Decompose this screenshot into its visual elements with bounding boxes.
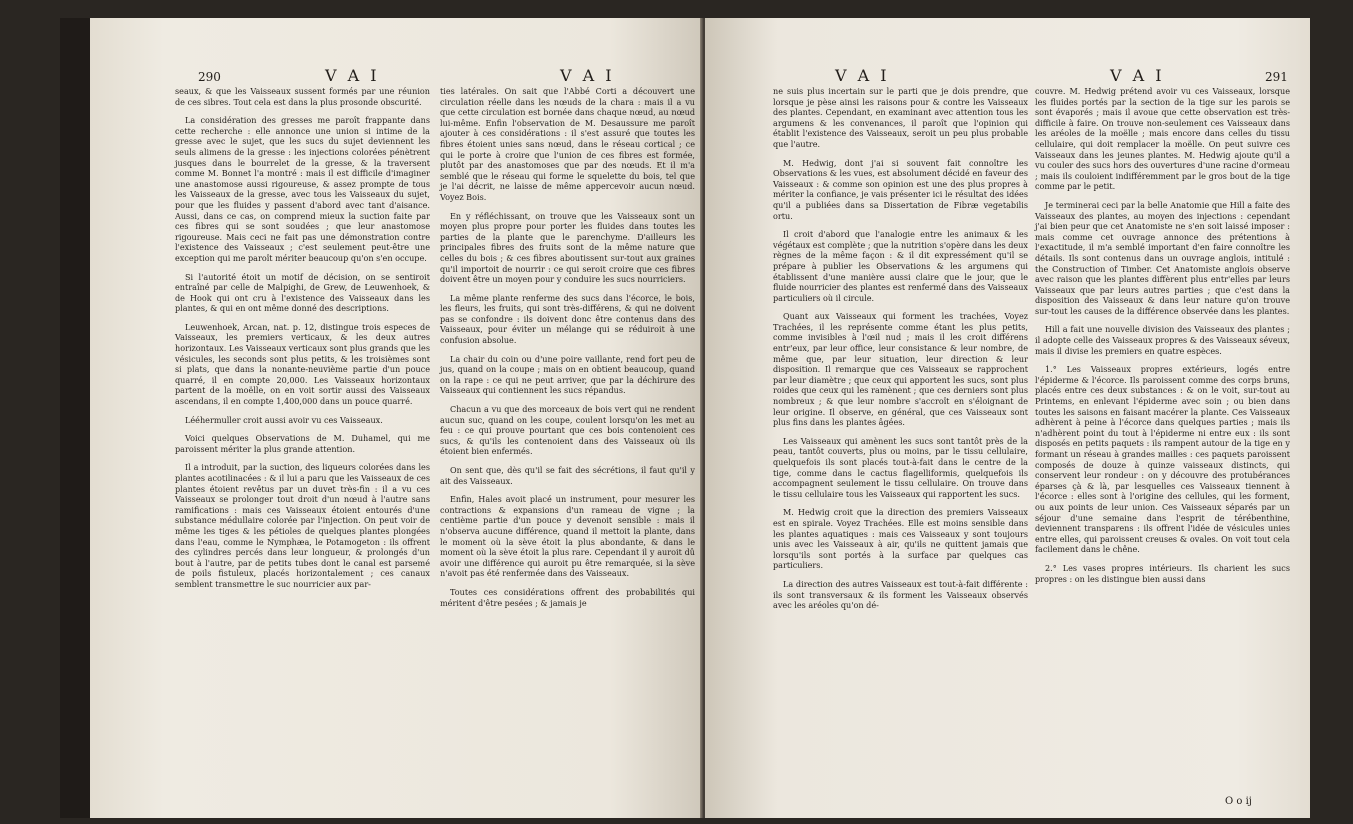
right-page: [705, 18, 1310, 818]
paragraph: 1.° Les Vaisseaux propres extérieurs, logés entre l'épiderme & l'écorce. Ils paroissent comme des corps bruns, placés entre ces deux substances : & on le voit, sur-tout au Printems, en enlevant l'épiderme avec soin ; ou bien dans toutes les saisons en faisant macérer la plante. Ces Vaisseaux adhèrent à peine à l'écorce dans quelques parties ; mais ils n'adhèrent point du tout à l'épiderme ni entre eux : ils sont disposés en petits paquets : ils rampent autour de la tige en y formant un réseau à grandes mailles : ces paquets paroissent composés de douze à quinze vaisseaux distincts, qui conservent leur rondeur : on y découvre des protubérances éparses çà & là, par lesquelles ces Vaisseaux tiennent à l'écorce : elles sont à l'origine des cellules, qui les forment, ou aux points de leur union. Ces Vaisseaux séparés par un séjour d'une semaine dans l'esprit de térébenthine, deviennent transparens : ils offrent l'idée de vésicules unies entre elles, qui paroissent creuses & ovales. On voit tout cela facilement dans le chêne.: [1035, 364, 1290, 555]
paragraph: Quant aux Vaisseaux qui forment les trachées, Voyez Trachées, il les représente comme étant les plus petits, comme invisibles à l'œil nud ; mais il les croit différens entr'eux, par leur office, leur consistance & leur nombre, de même que, par leur situation, leur direction & leur disposition. Il remarque que ces Vaisseaux se rapprochent par leur diamètre ; que ceux qui apportent les sucs, sont plus roides que ceux qui les ramènent ; que ces derniers sont plus nombreux ; & que leur nombre s'accroît en s'éloignant de leur origine. Il observe, en général, que ces Vaisseaux sont plus fins dans les plantes âgées.: [773, 311, 1028, 428]
paragraph: Il croit d'abord que l'analogie entre les animaux & les végétaux est complète ; que la nutrition s'opère dans les deux règnes de la même façon : & il dit expressément qu'il se prépare à publier les Observations & les argumens qui établissent d'une manière aussi claire que le jour, que le fluide nourricier des plantes est renfermé dans des Vaisseaux particuliers où il circule.: [773, 229, 1028, 303]
paragraph: Toutes ces considérations offrent des probabilités qui méritent d'être pesées ; & jamais je: [440, 586, 695, 608]
paragraph: Si l'autorité étoit un motif de décision, on se sentiroit entraîné par celle de Malpighi, de Grew, de Leuwenhoek, & de Hook qui ont cru à l'existence des Vaisseaux dans les plantes, & qui en ont même donné des descriptions.: [175, 271, 430, 314]
left-column-1: [175, 86, 430, 598]
paragraph: seaux, & que les Vaisseaux sussent formés par une réunion de ces sibres. Tout cela est dans la plus prosonde obscurité.: [175, 86, 430, 107]
paragraph: Lééhermuller croit aussi avoir vu ces Vaisseaux.: [185, 414, 383, 425]
catchword: O o ij: [1225, 796, 1252, 807]
paragraph: M. Hedwig, dont j'ai si souvent fait connoître les Observations & les vues, est absolument décidé en faveur des Vaisseaux : & comme son opinion est une des plus propres à mériter la confiance, je vais présenter ici le résultat des idées qu'il a publiées dans sa Dissertation de Fibræ vegetabilis ortu.: [773, 157, 1028, 221]
right-running-head: V A I: [835, 66, 890, 85]
paragraph: M. Hedwig croit que la direction des premiers Vaisseaux est en spirale. Voyez Trachées. Elle est moins sensible dans les plantes aquatiques : mais ces Vaisseaux y sont toujours unis avec les Vaisseaux à air, qu'ils ne quittent jamais que lorsqu'ils sont portés à la surface par quelques cas particuliers.: [773, 507, 1028, 571]
paragraph: Enfin, Hales avoit placé un instrument, pour mesurer les contractions & expansions d'un rameau de vigne ; la centième partie d'un pouce y devenoit sensible : mais il n'observa aucune différence, quand il mettoit la plante, dans le moment où la sève étoit la plus abondante, & dans le moment où la sève étoit la plus rare. Cependant il y auroit dû avoir une différence qui auroit pu être remarquée, si la sève n'avoit pas été renfermée dans des Vaisseaux.: [440, 494, 695, 579]
right-column-1: [773, 86, 1028, 619]
left-running-head: V A I: [325, 66, 380, 85]
paragraph: 2.° Les vases propres intérieurs. Ils charient les sucs propres : on les distingue bien aussi dans: [1035, 562, 1290, 584]
right-running-head-repeat: V A I: [1110, 66, 1165, 85]
right-page-number: 291: [1265, 70, 1288, 84]
paragraph: La chair du coin ou d'une poire vaillante, rend fort peu de jus, quand on la coupe ; mais on en obtient beaucoup, quand on la rape : ce qui ne peut arriver, que par la déchirure des Vaisseaux qui contiennent les sucs répandus.: [440, 353, 695, 396]
paragraph: Chacun a vu que des morceaux de bois vert qui ne rendent aucun suc, quand on les coupe, coulent lorsqu'on les met au feu : ce qui prouve pourtant que ces bois contenoient ces sucs, & qu'ils les contenoient dans des Vaisseaux où ils étoient bien enfermés.: [440, 404, 695, 457]
paragraph: Voici quelques Observations de M. Duhamel, qui me paroissent mériter la plus grande attention.: [175, 433, 430, 454]
paragraph: Je terminerai ceci par la belle Anatomie que Hill a faite des Vaisseaux des plantes, au moyen des injections : cependant j'ai bien peur que cet Anatomiste ne s'en soit laissé imposer : mais comme cet ouvrage annonce des prétentions à l'exactitude, il m'a semblé important d'en faire connoître les détails. Ils sont contenus dans un ouvrage anglois, intitulé : the Construction of Timber. Cet Anatomiste anglois observe avec raison que les plantes diffèrent plus entr'elles par leurs Vaisseaux que par leurs autres parties ; que c'est dans la disposition des Vaisseaux & dans leur nature qu'on trouve sur-tout les causes de la différence observée dans les plantes.: [1035, 199, 1290, 316]
paragraph: Hill a fait une nouvelle division des Vaisseaux des plantes ; il adopte celle des Vaisseaux propres & des Vaisseaux séveux, mais il divise les premiers en quatre espèces.: [1035, 324, 1290, 356]
left-column-2: [440, 86, 695, 616]
left-page-number: 290: [198, 70, 221, 84]
paragraph: Il a introduit, par la suction, des liqueurs colorées dans les plantes acotilinacées : & il lui a paru que les Vaisseaux de ces plantes étoient revêtus par un duvet très-fin : il a vu ces Vaisseaux se prolonger tout droit d'un nœud à l'autre sans ramifications : mais ces Vaisseaux étoient entourés d'une substance médullaire colorée par l'injection. On peut voir de même les tiges & les pétioles de quelques plantes plongées dans l'eau, comme le Nymphæa, le Potamogeton : ils offrent des cylindres percés dans leur longueur, & prolongés d'un bout à l'autre, par de petits tubes dont le canal est parsemé de poils fistuleux, placés horizontalement ; ces canaux semblent transmettre le suc nourricier aux par-: [175, 462, 430, 589]
paragraph: Leuwenhoek, Arcan, nat. p. 12, distingue trois especes de Vaisseaux, les premiers verticaux, & les deux autres horizontaux. Les Vaisseaux verticaux sont plus grands que les vésicules, les seconds sont plus petits, & les troisièmes sont si plats, que dans la nonante-neuvième partie d'un pouce quarré, il en compte 20,000. Les Vaisseaux horizontaux partent de la moëlle, on en voit sortir aussi des Vaisseaux ascendans, il en compte 1,400,000 dans un pouce quarré.: [175, 321, 430, 407]
paragraph: La direction des autres Vaisseaux est tout-à-fait différente : ils sont transversaux & ils forment les Vaisseaux observés avec les aréoles qu'on dé-: [773, 578, 1028, 611]
paragraph: En y réfléchissant, on trouve que les Vaisseaux sont un moyen plus propre pour porter les fluides dans toutes les parties de la plante que le parenchyme. D'ailleurs les principales fibres des fruits sont de la même nature que celles du bois ; & ces fibres aboutissent sur-tout aux graines qu'il importoit de nourrir : ce qui seroit croire que ces fibres doivent être un moyen pour y conduire les sucs nourriciers.: [440, 210, 695, 285]
left-running-head-repeat: V A I: [560, 66, 615, 85]
paragraph: La même plante renferme des sucs dans l'écorce, le bois, les fleurs, les fruits, qui sont très-différens, & qui ne doivent pas se confondre : ils doivent donc être contenus dans des Vaisseaux, pour éviter un mélange qui se réduiroit à une confusion absolue.: [440, 292, 695, 346]
paragraph: ties latérales. On sait que l'Abbé Corti a découvert une circulation réelle dans les nœuds de la chara : mais il a vu que cette circulation est bornée dans chaque nœud, au nœud lui-même. Enfin l'observation de M. Desaussure me paroît ajouter à ces considérations : il s'est assuré que toutes les fibres étoient unies sans nœud, dans le réseau cortical ; ce qui le porte à croire que l'union de ces fibres est formée, plutôt par des anastomoses que par des nœuds. Et il m'a semblé que le réseau qui forme le squelette du bois, tel que je l'ai décrit, ne laisse de même appercevoir aucun nœud. Voyez Bois.: [440, 86, 695, 202]
open-book: [60, 18, 1310, 818]
left-page: [90, 18, 702, 818]
paragraph: Les Vaisseaux qui amènent les sucs sont tantôt près de la peau, tantôt couverts, plus ou moins, par le tissu cellulaire, quelquefois ils sont placés tout-à-fait dans le centre de la tige, comme dans le cactus flagelliformis, quelquefois ils accompagnent seulement le tissu cellulaire. On trouve dans le tissu cellulaire tous les Vaisseaux qui rapportent les sucs.: [773, 435, 1028, 499]
paragraph: couvre. M. Hedwig prétend avoir vu ces Vaisseaux, lorsque les fluides portés par la section de la tige sur les parois se sont évaporés ; mais il avoue que cette observation est très-difficile à faire. On trouve non-seulement ces Vaisseaux dans les aréoles de la moëlle ; mais encore dans celles du tissu cellulaire, qui doit remplacer la moëlle. On peut suivre ces Vaisseaux dans les jeunes plantes. M. Hedwig ajoute qu'il a vu couler des sucs hors des ouvertures d'une racine d'ormeau ; mais ils couloient indifféremment par le gros bout de la tige comme par le petit.: [1035, 86, 1290, 192]
paragraph: On sent que, dès qu'il se fait des sécrétions, il faut qu'il y ait des Vaisseaux.: [440, 465, 695, 486]
paragraph: ne suis plus incertain sur le parti que je dois prendre, que lorsque je pèse ainsi les raisons pour & contre les Vaisseaux des plantes. Cependant, en examinant avec attention tous les argumens & les convenances, il paroît que l'opinion qui établit l'existence des Vaisseaux, seroit un peu plus probable que l'autre.: [773, 86, 1028, 149]
paragraph: La considération des gresses me paroît frappante dans cette recherche : elle annonce une union si intime de la gresse avec le sujet, que les sucs du sujet deviennent les seuls alimens de la gresse : les injections colorées pénètrent jusques dans le bourrelet de la gresse, & la traversent comme M. Bonnet l'a montré : mais il est difficile d'imaginer une anastomose aussi rigoureuse, & assez prompte de tous les Vaisseaux de la gresse, avec tous les Vaisseaux du sujet, pour que les fluides y passent d'abord avec tant d'aisance. Aussi, dans ce cas, on comprend mieux la suction faite par ces fibres qui se sont soudées ; que leur anastomose rigoureuse. Mais ceci ne fait pas une démonstration contre l'existence des Vaisseaux ; c'est seulement peut-être une exception qui me paroît mériter beaucoup qu'on s'en occupe.: [175, 115, 430, 263]
right-column-2: [1035, 86, 1290, 592]
